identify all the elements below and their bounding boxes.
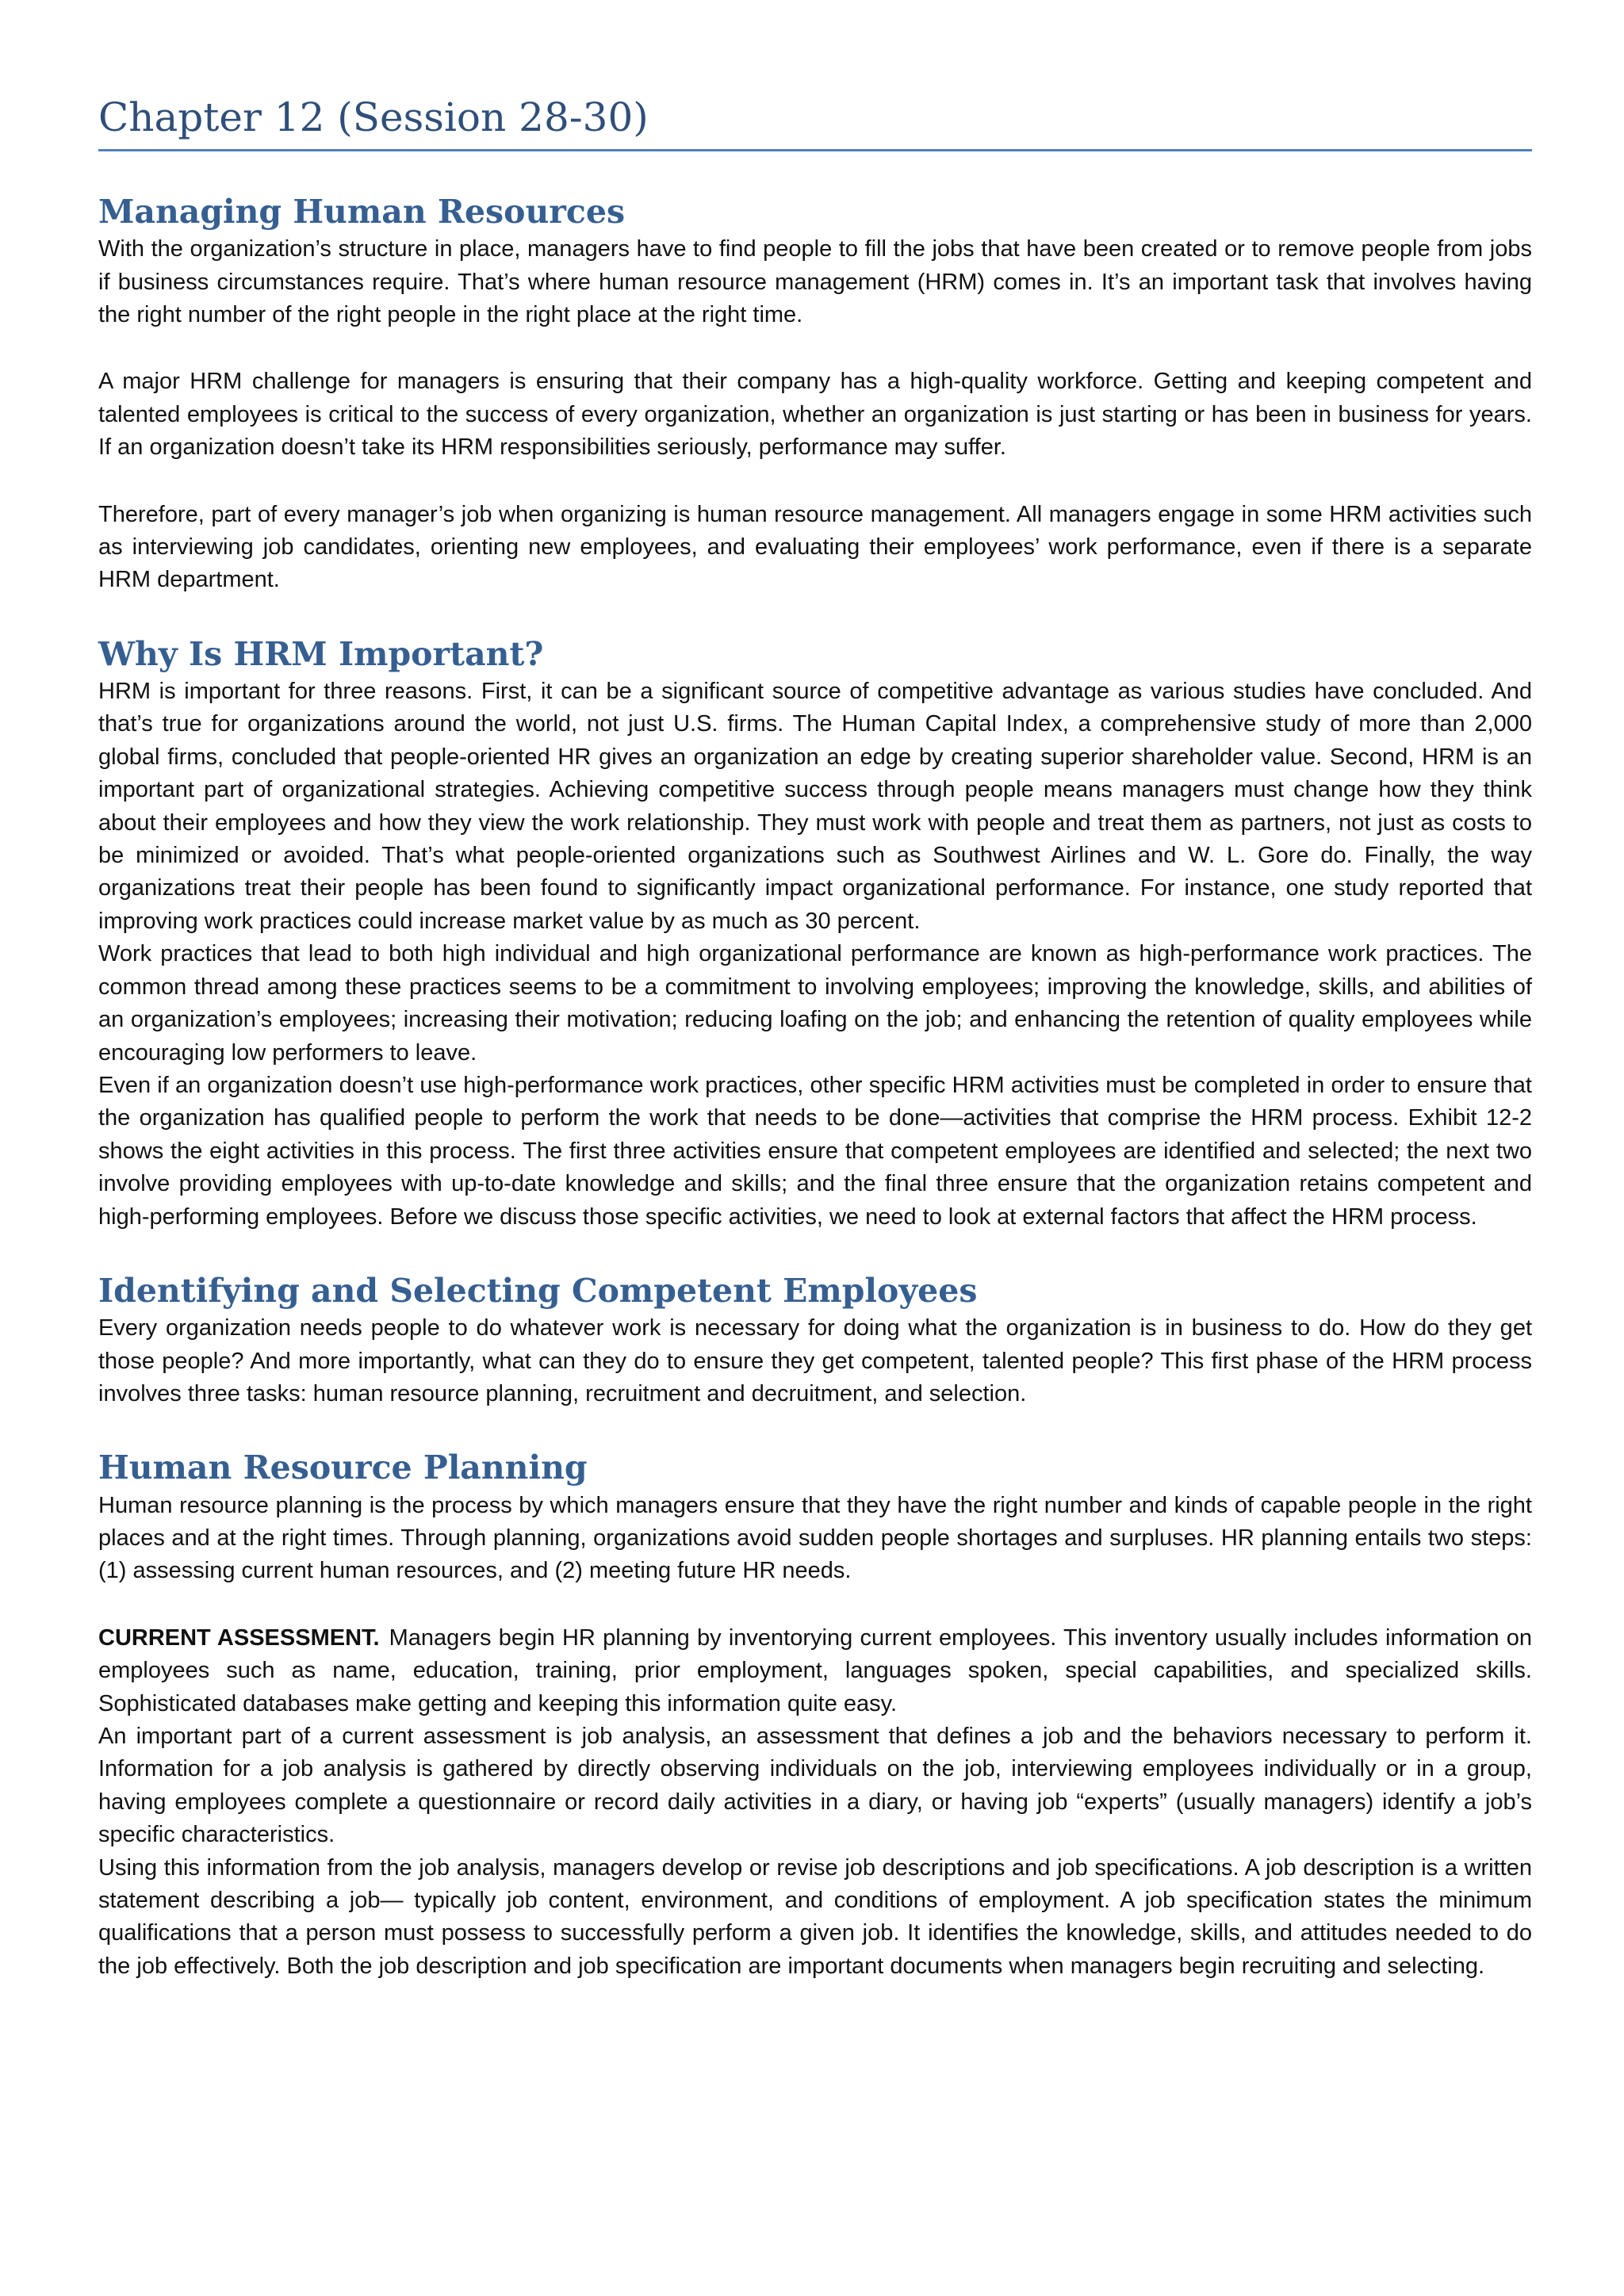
paragraph: With the organization’s structure in place, managers have to find people to fill the jobs that have been created or to remove people from jobs if business circumstances require. That’s where human resource management (HRM) comes in. It’s an important task that involves having the right number of the right people in the right place at the right time. xyxy=(98,236,1532,327)
section-heading: Why Is HRM Important? xyxy=(98,634,544,673)
paragraph-current-assessment xyxy=(98,1622,1532,1720)
paragraph: Work practices that lead to both high individual and high organizational performance are known as high-performance work practices. The common thread among these practices seems to be a commitment to involving employees; improving the knowledge, skills, and abilities of an organization’s employees; increasing their motivation; reducing loafing on the job; and enhancing the retention of quality employees while encouraging low performers to leave. xyxy=(98,941,1532,1066)
paragraph: Using this information from the job analysis, managers develop or revise job descriptions and job specifications. A job description is a written statement describing a job— typically job content, environment, and conditions of employment. A job specification states the minimum qualifications that a person must possess to successfully perform a given job. It identifies the knowledge, skills, and attitudes needed to do the job effectively. Both the job description and job specification are important documents when managers begin recruiting and selecting. xyxy=(98,1854,1532,1979)
paragraph: A major HRM challenge for managers is ensuring that their company has a high-quality workforce. Getting and keeping competent and talented employees is critical to the success of every organization, whether an organization is just starting or has been in business for years. If an organization doesn’t take its HRM responsibilities seriously, performance may suffer. xyxy=(98,369,1532,461)
paragraph: Every organization needs people to do whatever work is necessary for doing what the organization is in business to do. How do they get those people? And more importantly, what can they do to ensure they get competent, talented people? This first phase of the HRM process involves three tasks: human resource planning, recruitment and decruitment, and selection. xyxy=(98,1315,1532,1406)
section-heading: Human Resource Planning xyxy=(98,1448,588,1487)
lead-in-label: CURRENT ASSESSMENT. xyxy=(98,1624,380,1651)
section-human-resource-planning xyxy=(98,1448,1532,1983)
paragraph: Even if an organization doesn’t use high-performance work practices, other specific HRM activities must be completed in order to ensure that the organization has qualified people to perform the work that needs to be done—activities that comprise the HRM process. Exhibit 12-2 shows the eight activities in this process. The first three activities ensure that competent employees are identified and selected; the next two involve providing employees with up-to-date knowledge and skills; and the final three ensure that the organization retains competent and high-performing employees. Before we discuss those specific activities, we need to look at external factors that affect the HRM process. xyxy=(98,1072,1532,1230)
section-heading: Managing Human Resources xyxy=(98,193,626,231)
paragraph: Therefore, part of every manager’s job when organizing is human resource management. All managers engage in some HRM activities such as interviewing job candidates, orienting new employees, and evaluating their employees’ work performance, even if there is a separate HRM department. xyxy=(98,501,1532,593)
section-identifying-selecting xyxy=(98,1272,1532,1410)
document-page xyxy=(98,94,1532,1983)
paragraph: An important part of a current assessment is job analysis, an assessment that defines a job and the behaviors necessary to perform it. Information for a job analysis is gathered by directly observing individuals on the job, interviewing employees individually or in a group, having employees complete a questionnaire or record daily activities in a diary, or having job “experts” (usually managers) identify a job’s specific characteristics. xyxy=(98,1723,1532,1848)
paragraph: HRM is important for three reasons. First, it can be a significant source of competitive advantage as various studies have concluded. And that’s true for organizations around the world, not just U.S. firms. The Human Capital Index, a comprehensive study of more than 2,000 global firms, concluded that people-oriented HR gives an organization an edge by creating superior shareholder value. Second, HRM is an important part of organizational strategies. Achieving competitive success through people means managers must change how they think about their employees and how they view the work relationship. They must work with people and treat them as partners, not just as costs to be minimized or avoided. That’s what people-oriented organizations such as Southwest Airlines and W. L. Gore do. Finally, the way organizations treat their people has been found to significantly impact organizational performance. For instance, one study reported that improving work practices could increase market value by as much as 30 percent. xyxy=(98,679,1532,934)
paragraph: Human resource planning is the process by which managers ensure that they have the right number and kinds of capable people in the right places and at the right times. Through planning, organizations avoid sudden people shortages and surpluses. HR planning entails two steps: (1) assessing current human resources, and (2) meeting future HR needs. xyxy=(98,1492,1532,1584)
chapter-title: Chapter 12 (Session 28-30) xyxy=(98,94,1532,151)
section-why-hrm-important xyxy=(98,635,1532,1234)
section-heading: Identifying and Selecting Competent Employees xyxy=(98,1271,978,1310)
section-managing-human-resources xyxy=(98,193,1532,597)
paragraph-text: Managers begin HR planning by inventorying current employees. This inventory usually includes information on employees such as name, education, training, prior employment, languages spoken, special capabilities, and specialized skills. Sophisticated databases make getting and keeping this information quite easy. xyxy=(98,1624,1532,1716)
